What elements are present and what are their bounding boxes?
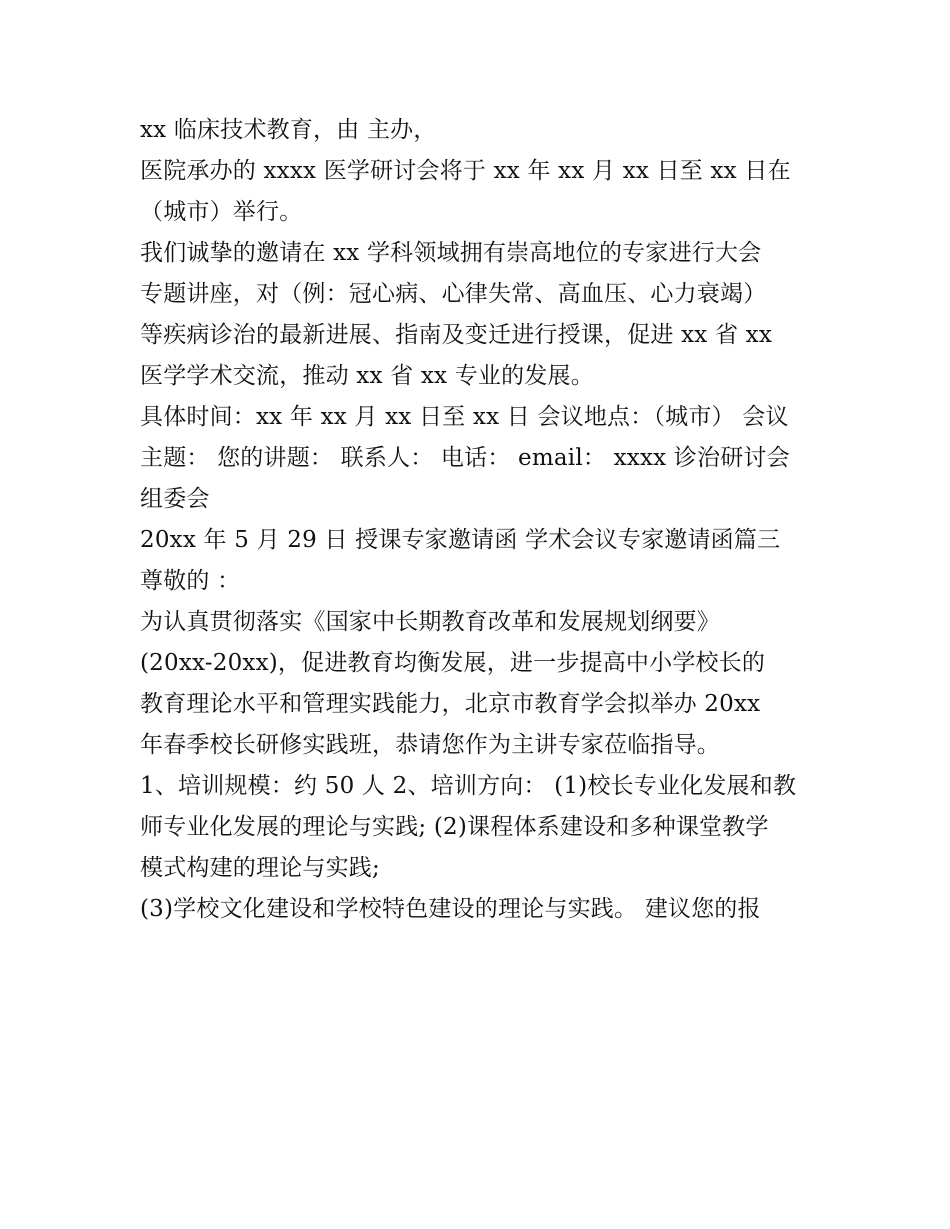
text-line: 具体时间：xx 年 xx 月 xx 日至 xx 日 会议地点：（城市） 会议	[140, 404, 789, 430]
text-line: 医院承办的 xxxx 医学研讨会将于 xx 年 xx 月 xx 日至 xx 日在	[140, 158, 791, 184]
document-body	[140, 110, 820, 930]
text-line: xx 临床技术教育，由 主办，	[140, 117, 437, 143]
text-line: 模式构建的理论与实践;	[140, 855, 380, 881]
text-line: 主题： 您的讲题： 联系人： 电话： email： xxxx 诊治研讨会	[140, 445, 790, 471]
text-line: 20xx 年 5 月 29 日 授课专家邀请函 学术会议专家邀请函篇三	[140, 527, 781, 553]
text-line: （城市）举行。	[140, 199, 303, 225]
text-line: 医学学术交流，推动 xx 省 xx 专业的发展。	[140, 363, 594, 389]
text-line: 1、培训规模：约 50 人 2、培训方向： (1)校长专业化发展和教	[140, 773, 797, 799]
text-line: 年春季校长研修实践班，恭请您作为主讲专家莅临指导。	[140, 732, 720, 758]
text-line: 组委会	[140, 486, 210, 512]
text-line: 师专业化发展的理论与实践; (2)课程体系建设和多种课堂教学	[140, 814, 769, 840]
text-line: 等疾病诊治的最新进展、指南及变迁进行授课，促进 xx 省 xx	[140, 322, 773, 348]
text-line: (20xx-20xx)，促进教育均衡发展，进一步提高中小学校长的	[140, 650, 766, 676]
text-line: 教育理论水平和管理实践能力，北京市教育学会拟举办 20xx	[140, 691, 761, 717]
text-line: 我们诚挚的邀请在 xx 学科领域拥有崇高地位的专家进行大会	[140, 240, 762, 266]
text-line: (3)学校文化建设和学校特色建设的理论与实践。 建议您的报	[140, 896, 761, 922]
text-line: 专题讲座，对（例：冠心病、心律失常、高血压、心力衰竭）	[140, 281, 767, 307]
text-line: 尊敬的 ：	[140, 568, 241, 594]
text-line: 为认真贯彻落实《国家中长期教育改革和发展规划纲要》	[140, 609, 720, 635]
